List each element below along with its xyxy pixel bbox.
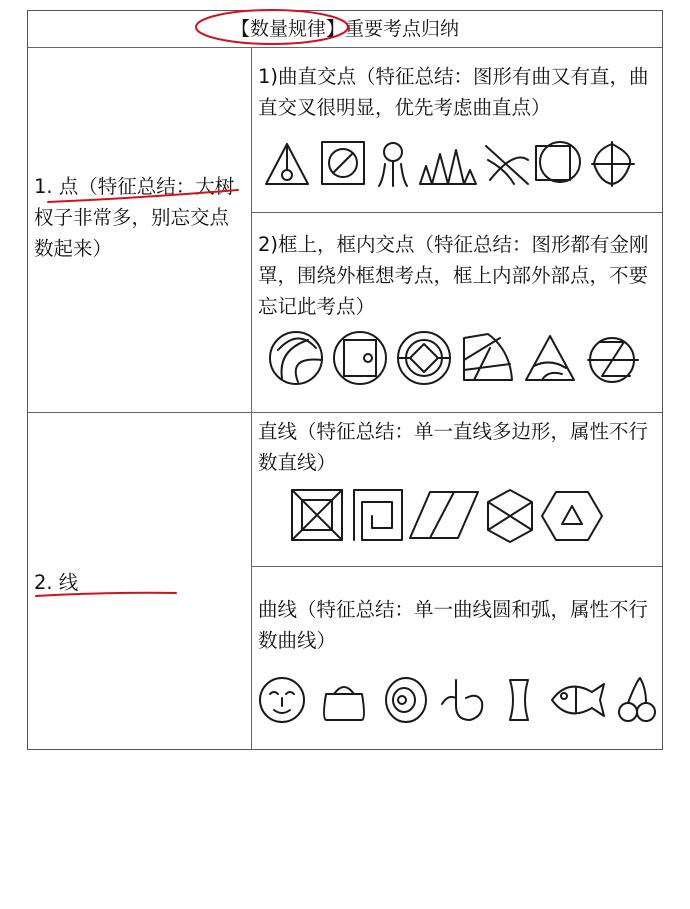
line-label: 2. 线 bbox=[34, 571, 79, 594]
square-circle-overlap-figure bbox=[536, 142, 580, 182]
point-underline-annotation bbox=[48, 190, 238, 202]
cherry-figure bbox=[619, 678, 655, 721]
curve-line-text: 曲线（特征总结：单一曲线圆和弧，属性不行数曲线） bbox=[258, 598, 649, 652]
smiley-figure bbox=[260, 678, 304, 722]
fish-figure bbox=[552, 684, 604, 716]
wave-figure bbox=[420, 150, 476, 184]
spiral-ellipse-figure bbox=[386, 678, 426, 722]
square-circle-slash-figure bbox=[322, 142, 364, 184]
fan-lines-figure bbox=[464, 334, 512, 380]
circle-cross-figure bbox=[592, 142, 634, 186]
triangle-circle-figure bbox=[266, 144, 308, 184]
frame-figures bbox=[268, 330, 648, 386]
bobbin-figure bbox=[510, 680, 528, 720]
bulb-figure bbox=[379, 143, 407, 186]
title-bracket-term: 【数量规律】 bbox=[230, 18, 345, 40]
bag-figure bbox=[324, 687, 364, 720]
circle-diamond-figure bbox=[398, 332, 450, 384]
hexagon-triangle-figure bbox=[542, 492, 602, 540]
hexagon-bowtie-figure bbox=[488, 490, 532, 542]
fish-curve-figure bbox=[486, 146, 528, 184]
circle-arcs-figure bbox=[270, 332, 322, 384]
curve-straight-intersection-text: 1)曲直交点（特征总结：图形有曲又有直，曲直交叉很明显，优先考虑曲直点） bbox=[258, 65, 649, 119]
square-x-figure bbox=[292, 490, 342, 540]
spiral-square-figure bbox=[354, 490, 402, 540]
point-label: 1. 点（特征总结：大树杈子非常多，别忘交点数起来） bbox=[34, 175, 235, 260]
line-underline-annotation bbox=[36, 593, 176, 596]
title-circle-annotation bbox=[196, 10, 348, 44]
arc-hook-figure bbox=[442, 680, 482, 720]
curve-straight-figures bbox=[262, 140, 642, 190]
triangle-arcs-figure bbox=[526, 336, 574, 380]
straight-line-text: 直线（特征总结：单一直线多边形，属性不行数直线） bbox=[258, 420, 649, 474]
curve-figures bbox=[258, 676, 658, 726]
parallelogram-figure bbox=[410, 492, 478, 538]
circle-z-figure bbox=[588, 338, 638, 382]
frame-intersection-text: 2)框上，框内交点（特征总结：图形都有金刚罩，围绕外框想考点，框上内部外部点，不要忘记此考点） bbox=[258, 233, 649, 318]
title-rest: 重要考点归纳 bbox=[345, 18, 460, 40]
square-circle-frame-figure bbox=[334, 332, 386, 384]
straight-line-figures bbox=[290, 488, 610, 544]
